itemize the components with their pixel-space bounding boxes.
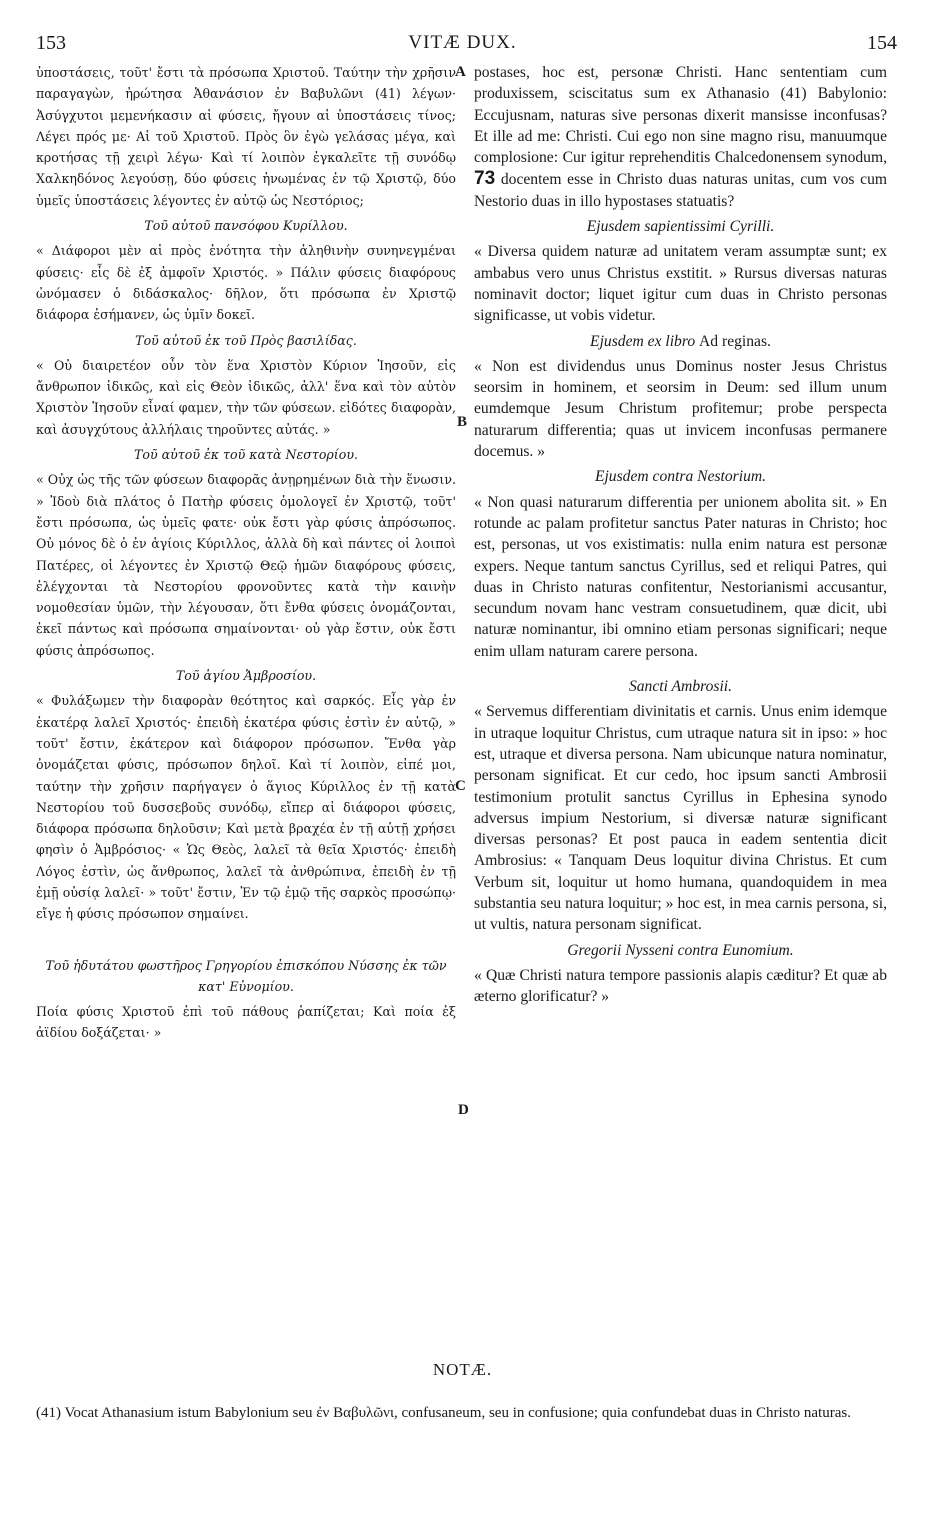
greek-heading: Τοῦ ἁγίου Ἀμβροσίου. <box>175 668 317 684</box>
greek-column <box>36 62 456 1044</box>
latin-heading-roman: Ad reginas. <box>699 332 771 350</box>
latin-paragraph: « Non quasi naturarum differentia per unionem abolita sit. » En rotunde ac palam profitetur sanctus Pater naturas in Christo; hoc est, personas, ut vos existimatis: nulla enim natura est personæ expers. Neque tantum sanctus Cyrillus, sed et reliqui Patres, qui duas in Christo naturas confitentur, Nestorianismi accusantur, secundum novam hanc vestram consuetudinem, quæ dicit, ubi naturæ nominantur, ibi omnino etiam personas significari; neque enim ullam naturam carere persona. <box>474 493 887 660</box>
latin-heading: Sancti Ambrosii. <box>628 678 733 696</box>
latin-text: postases, hoc est, personæ Christi. Hanc sententiam cum produxissem, sciscitatus sum ex Athanasio (41) Babylonio: Eccujusnam, naturas sive personas dixerit mansisse inconfusas? Et ille ad me: Christi. Cui ego non sine magno risu, manuumque complosione: Cur igitur reprehenditis Chalcedonensem synodum, <box>474 64 887 167</box>
greek-paragraph: « Φυλάξωμεν τὴν διαφορὰν θεότητος καὶ σαρκός. Εἷς γὰρ ἐν ἑκατέρᾳ λαλεῖ Χριστός· ἐπειδὴ ἑκατέρα φύσις ἐστὶν ἐν αὐτῷ, » τοῦτ' ἔστιν, ἑκάτερον καὶ διάφορον πρόσωπον. Ἔνθα γὰρ ὀνομάζεται φύσις, πρόσωπον δηλοῖ. Καὶ τί λοιπὸν, εἰπέ μοι, ταύτην τὴν χρῆσιν παρήγαγεν ὁ ἅγιος Κύριλλος ἐν τῇ κατὰ Νεστορίου τοῦ δυσσεβοῦς συνόδῳ, εἴπερ αἱ διάφοροι φύσεις, διάφορα πρόσωπα δηλοῦσιν; Καὶ μετὰ βραχέα ἐν τῇ αὐτῇ χρήσει φησὶν ὁ Ἀμβρόσιος· « Ὡς Θεὸς, λαλεῖ τὰ θεῖα Χριστός· ἐπειδὴ Λόγος ἐστὶν, ὡς ἄνθρωπος, λαλεῖ τὰ ἀνθρώπινα, ἐπειδὴ ἐν τῇ ἐμῇ οὐσίᾳ λαλεῖ· » τοῦτ' ἔστιν, Ἐν τῷ ἐμῷ τῆς σαρκὸς προσώπῳ· εἴγε ἡ φύσις πρόσωπον σημαίνει. <box>36 693 456 922</box>
greek-heading: Τοῦ ἡδυτάτου φωστῆρος Γρηγορίου ἐπισκόπου Νύσσης ἐκ τῶν κατ' Εὐνομίου. <box>45 957 447 994</box>
right-page-number: 154 <box>867 32 897 54</box>
column-number: 73 <box>474 168 496 190</box>
latin-paragraph: « Non est dividendus unus Dominus noster Jesus Christus seorsim in hominem, et seorsim in Deum: sed illum unum eumdemque Jesum Christum profitemur; probe perspecta naturarum differentia; quas ut invicem inconfusas permanere docemus. » <box>474 357 887 461</box>
greek-paragraph: ὑποστάσεις, τοῦτ' ἔστι τὰ πρόσωπα Χριστοῦ. Ταύτην τὴν χρῆσιν παραγαγὼν, ἠρώτησα Ἀθανάσιον ἐν Βαβυλῶνι (41) λέγων· Ἀσύγχυτοι μεμενήκασιν αἱ φύσεις, ἤγουν αἱ ὑποστάσεις τίνος; Λέγει πρός με· Αἱ τοῦ Χριστοῦ. Πρὸς ὃν ἐγὼ γελάσας μέγα, καὶ κροτήσας τῇ χειρὶ λέγω· Καὶ τί λοιπὸν ἐγκαλεῖτε τῇ συνόδῳ Χαλκηδόνος λεγούσῃ, δύο φύσεις ἡνωμένας ἐν τῷ Χριστῷ, δύο ὑμεῖς ὑποστάσεις λέγοντες ἐν αὐτῷ ὡς Νεστόριος; <box>36 65 456 208</box>
latin-paragraph: « Quæ Christi natura tempore passionis alapis cæditur? Et quæ ab æterno glorificatur? » <box>474 966 887 1006</box>
latin-paragraph <box>474 62 887 212</box>
greek-paragraph: Ποία φύσις Χριστοῦ ἐπὶ τοῦ πάθους ῥαπίζεται; Καὶ ποία ἐξ ἀϊδίου δοξάζεται· » <box>36 1004 456 1041</box>
greek-heading: Τοῦ αὐτοῦ ἐκ τοῦ κατὰ Νεστορίου. <box>134 447 358 463</box>
latin-paragraph: « Diversa quidem naturæ ad unitatem veram assumptæ sunt; ex ambabus vero unus Christus exstitit. » Rursus diversas naturas nominavit doctor; liquet igitur cum duas in Christo personas significasse, ut vobis videtur. <box>474 243 887 325</box>
latin-heading: Gregorii Nysseni contra Eunomium. <box>567 941 794 959</box>
greek-paragraph: « Οὐχ ὡς τῆς τῶν φύσεων διαφορᾶς ἀνῃρημένων διὰ τὴν ἕνωσιν. » Ἰδοὺ διὰ πλάτος ὁ Πατὴρ φύσεις ὁμολογεῖ ἐν Χριστῷ, τοῦτ' ἔστι πρόσωπα, ὡς ὑμεῖς φατε· οὐκ ἔστι γὰρ φύσις ἀπρόσωπος. Οὐ μόνος δὲ ὁ ἐν ἁγίοις Κύριλλος, ἀλλὰ δὴ καὶ πάντες οἱ λοιποὶ Πατέρες, οἱ λέγοντες ἐν Χριστῷ Θεῷ ἡμῶν διαφόρους φύσεις, ἐλέγχονται τὰ Νεστορίου φρονοῦντες κατὰ τὴν καινὴν νομοθεσίαν ὑμῶν, τὴν λέγουσαν, ὅτι ἔνθα φύσεις ὀνομάζονται, ἐκεῖ πάντως καὶ πρόσωπα σημαίνονται· οὐ γὰρ ἔστιν, οὐκ ἔστι φύσις ἀπρόσωπος. <box>36 472 456 658</box>
margin-letter-b: B <box>457 414 468 430</box>
latin-heading: Ejusdem contra Nestorium. <box>594 468 767 486</box>
margin-letter-c: C <box>455 778 466 794</box>
footnote: (41) Vocat Athanasium istum Babylonium seu ἐν Βαβυλῶνι, confusaneum, seu in confusione; quia confundebat duas in Christo naturas. <box>36 1405 851 1421</box>
greek-paragraph: « Οὐ διαιρετέον οὖν τὸν ἕνα Χριστὸν Κύριον Ἰησοῦν, εἰς ἄνθρωπον ἰδικῶς, καὶ εἰς Θεὸν ἰδικῶς, ἀλλ' ἕνα καὶ τὸν αὐτὸν Χριστὸν Ἰησοῦν εἶναί φαμεν, τὴν τῶν φύσεων. εἰδότες διαφορὰν, καὶ ἀσυγχύτους ἀλλήλαις τηροῦντες αὐτάς. » <box>36 357 456 437</box>
latin-paragraph: « Servemus differentiam divinitatis et carnis. Unus enim idemque in utraque loquitur Christus, cum utraque natura sit in ipso: » hoc est, utraque et diversa persona. Nam ubicunque natura nominatur, personam significat. Et cur cedo, hoc ipsum sancti Ambrosii testimonium protulit sanctus Cyrillus in Ephesina synodo adversus impium Nestorium, si diversæ naturæ significant diversas personas? Et post pauca in eadem sententia dicit Ambrosius: « Tanquam Deus loquitur divina Christus. Et cum Verbum sit, loquitur ut homo humana, quandoquidem in mea substantia seu natura loquitur; » hoc est, in mea carnis persona, si, ut vultis, natura personam significat. <box>474 703 887 934</box>
latin-column <box>474 62 887 1007</box>
margin-letter-a: A <box>455 64 466 80</box>
latin-heading: Ejusdem sapientissimi Cyrilli. <box>586 218 775 236</box>
margin-letter-d: D <box>458 1102 469 1118</box>
running-title: VITÆ DUX. <box>408 32 517 53</box>
greek-heading: Τοῦ αὐτοῦ πανσόφου Κυρίλλου. <box>144 218 348 234</box>
greek-heading: Τοῦ αὐτοῦ ἐκ τοῦ Πρὸς βασιλίδας. <box>135 332 357 348</box>
latin-heading-italic: Ejusdem ex libro <box>590 332 696 350</box>
greek-paragraph: « Διάφοροι μὲν αἱ πρὸς ἑνότητα τὴν ἀληθινὴν συνηνεγμέναι φύσεις· εἷς δὲ ἐξ ἀμφοῖν Χριστός. » Πάλιν φύσεις διαφόρους ὠνόμασεν ὁ διδάσκαλος· δῆλον, ὅτι πρόσωπα ἐν Χριστῷ διάφορα ἐσήμανεν, ὡς ὑμῖν δοκεῖ. <box>36 243 456 323</box>
left-page-number: 153 <box>36 32 66 54</box>
latin-text: docentem esse in Christo duas naturas unitas, cum vos cum Nestorio duas in illo hypostases statuatis? <box>474 171 887 210</box>
notes-title: NOTÆ. <box>432 1360 493 1379</box>
latin-heading <box>474 331 887 352</box>
